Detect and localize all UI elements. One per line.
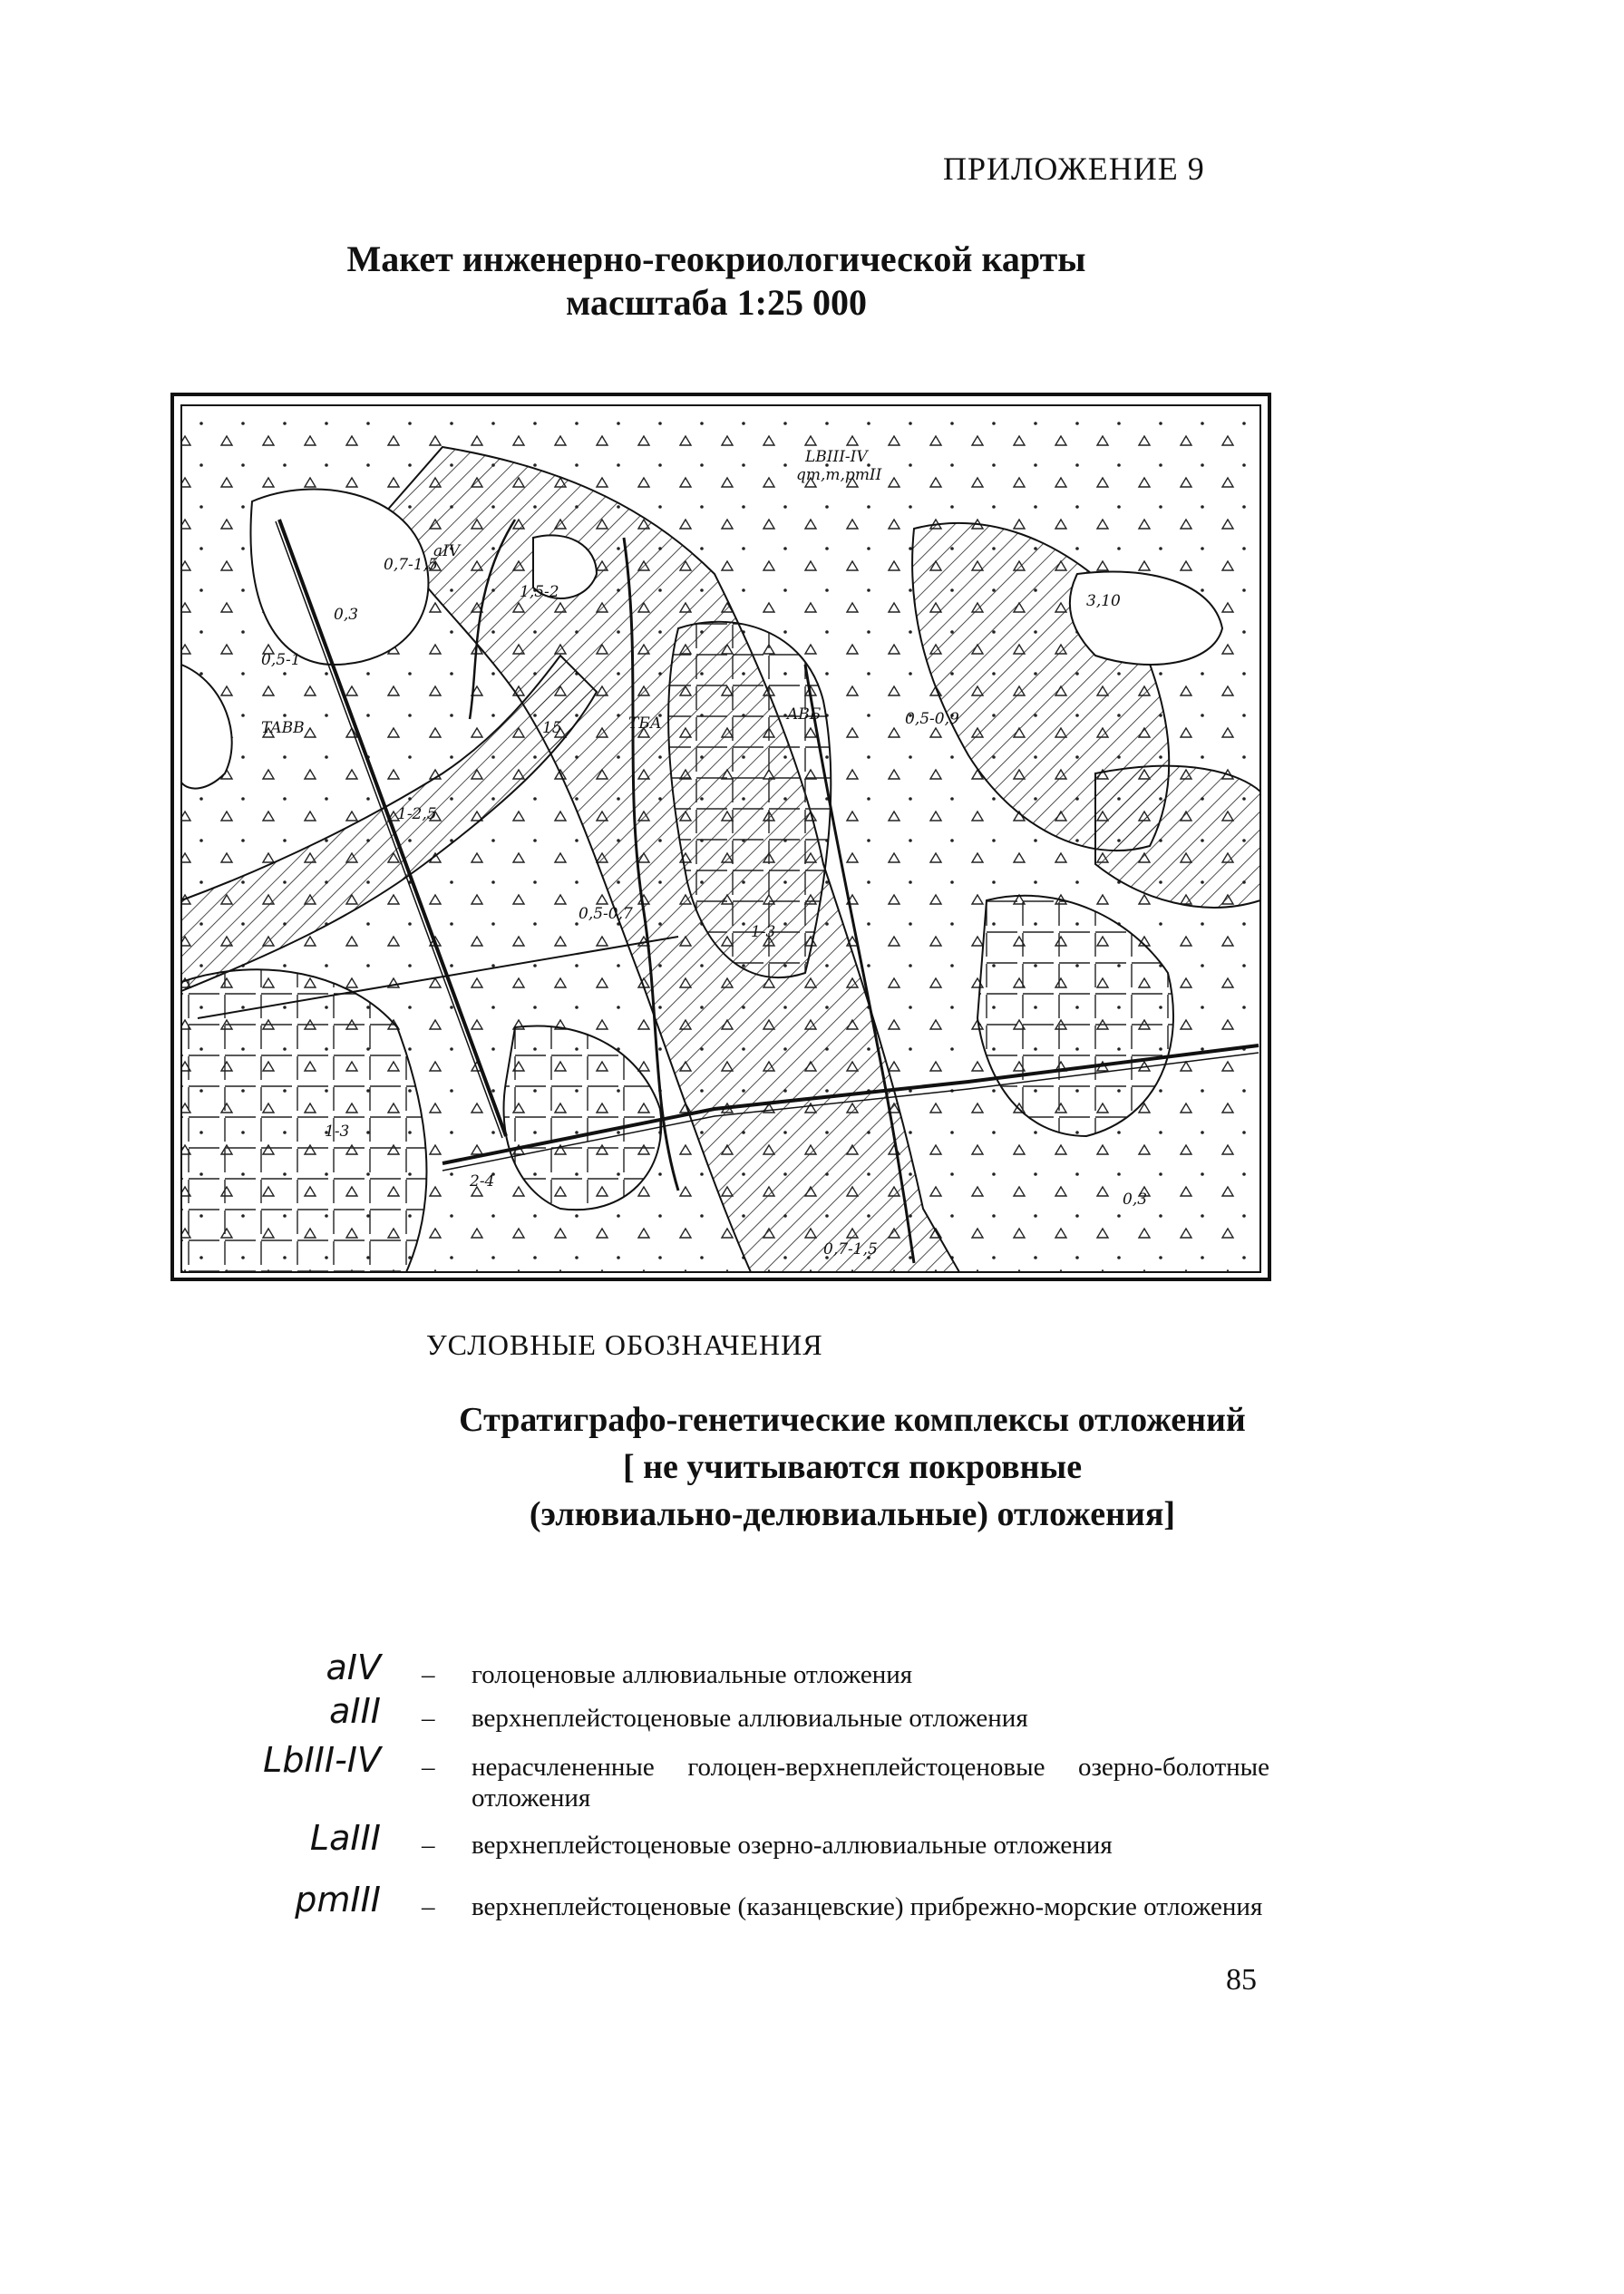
legend-dash: – xyxy=(422,1660,435,1689)
legend-dash: – xyxy=(422,1753,435,1782)
legend-subtitle-line-2: [ не учитываются покровные xyxy=(622,1448,1083,1486)
legend-code: aIII xyxy=(329,1691,381,1731)
map-label: 1,5-2 xyxy=(520,583,559,601)
legend-code: aIV xyxy=(326,1648,381,1687)
map-label: TБА xyxy=(628,714,662,733)
legend-subtitle-line-3: (элювиально-делювиальные) отложения] xyxy=(529,1495,1176,1533)
legend-code: LbIII-IV xyxy=(263,1740,381,1780)
map-label: 0,3 xyxy=(334,606,359,624)
map-label: 0,5-0,7 xyxy=(579,905,633,923)
map-label: 0,5-1 xyxy=(261,651,301,669)
legend-code: LaIII xyxy=(309,1818,381,1858)
title-line-1: Макет инженерно-геокриологической карты xyxy=(346,238,1086,279)
legend-code: pmIII xyxy=(295,1880,381,1920)
map-label: TABB xyxy=(261,719,305,737)
legend-description: верхнеплейстоценовые аллювиальные отложения xyxy=(472,1704,1028,1733)
map-label: qm,m,pmII xyxy=(796,466,882,484)
page-title xyxy=(308,238,1124,325)
geocryological-map xyxy=(170,393,1271,1281)
page-number: 85 xyxy=(1226,1963,1257,1997)
title-line-2: масштаба 1:25 000 xyxy=(566,282,867,323)
legend-description: верхнеплейстоценовые озерно-аллювиальные отложения xyxy=(472,1831,1113,1860)
legend-description: голоценовые аллювиальные отложения xyxy=(472,1660,913,1689)
map-label: aIV xyxy=(433,542,461,560)
legend-heading: УСЛОВНЫЕ ОБОЗНАЧЕНИЯ xyxy=(426,1328,823,1361)
map-label: 1-3 xyxy=(751,923,776,941)
map-label: 1-2,5 xyxy=(397,805,437,823)
map-label: 0,7-1,5 xyxy=(823,1240,878,1259)
legend-description: нерасчлененные голоцен-верхнеплейстоценовые озерно-болотные отложения xyxy=(472,1753,1269,1813)
legend-subtitle xyxy=(426,1396,1279,1538)
map-label: 1-3 xyxy=(325,1123,350,1141)
map-label: 0,7-1,5 xyxy=(384,556,438,574)
map-label: 15 xyxy=(542,719,562,737)
legend-dash: – xyxy=(422,1892,435,1921)
map-zones xyxy=(181,405,1260,1272)
legend-dash: – xyxy=(422,1831,435,1860)
map-label: 0,5-0,9 xyxy=(905,710,959,728)
appendix-label: ПРИЛОЖЕНИЕ 9 xyxy=(943,151,1205,187)
map-label: 3,10 xyxy=(1086,592,1121,610)
map-label: 0,3 xyxy=(1123,1191,1148,1209)
legend-description: верхнеплейстоценовые (казанцевские) прибрежно-морские отложения xyxy=(472,1892,1263,1921)
legend-subtitle-line-1: Стратиграфо-генетические комплексы отложений xyxy=(459,1401,1246,1439)
map-label: ABБ xyxy=(787,705,822,724)
legend-dash: – xyxy=(422,1704,435,1733)
map-label: LBIII-IV xyxy=(805,448,868,466)
map-label: 2-4 xyxy=(470,1172,495,1191)
